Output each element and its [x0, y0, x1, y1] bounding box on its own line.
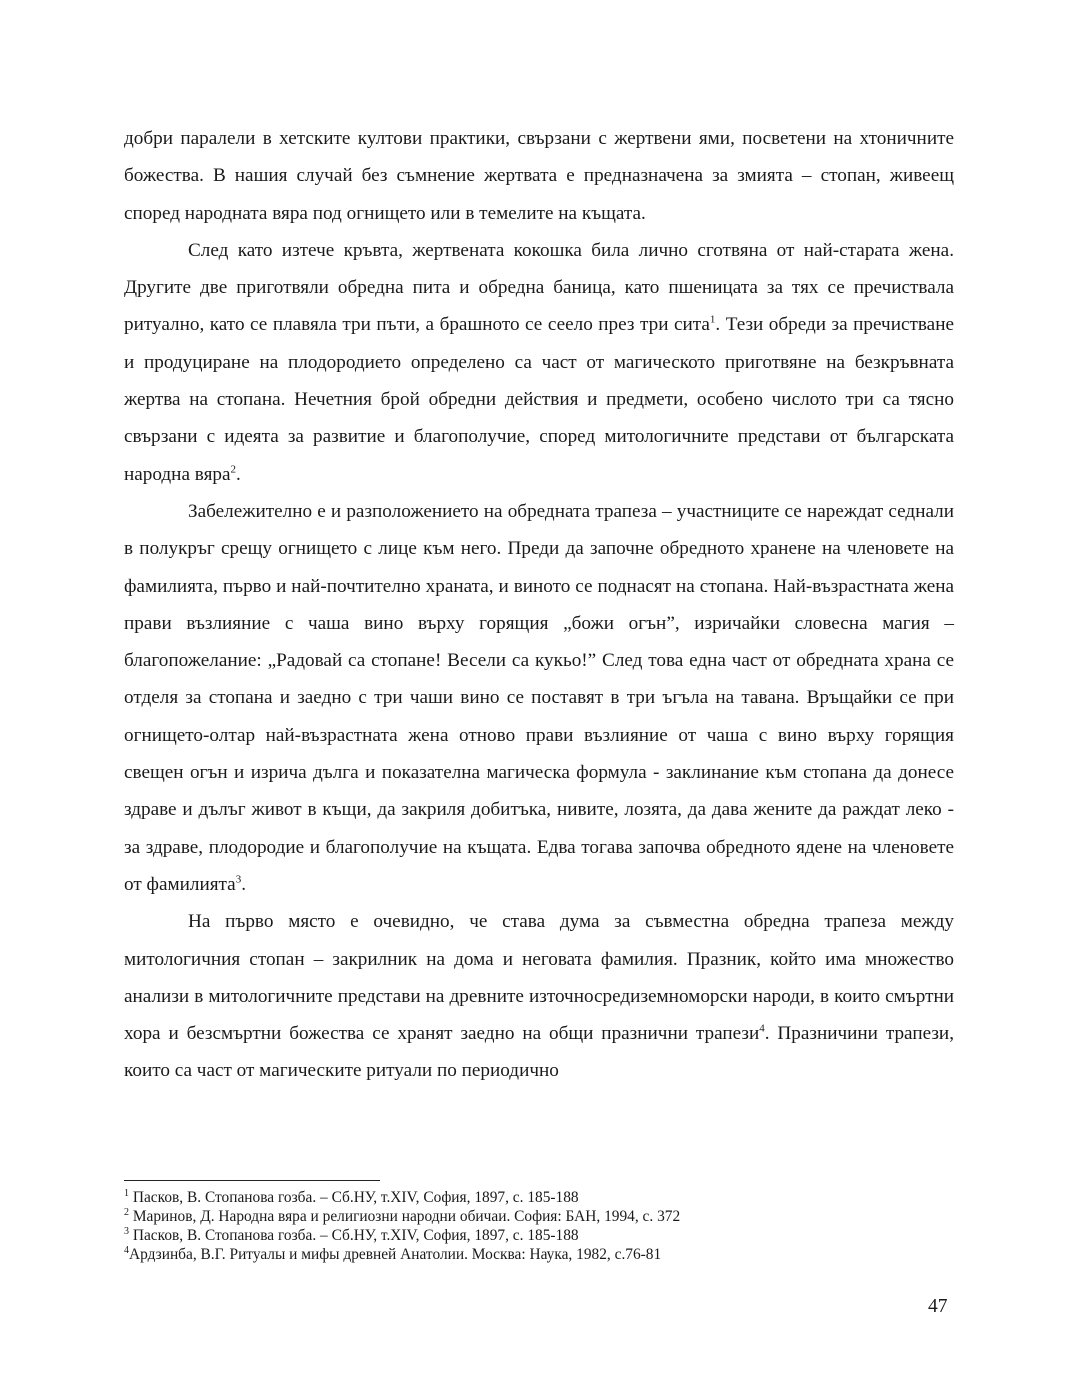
- footnote-text: Пасков, В. Стопанова гозба. – Сб.НУ, т.XIV, София, 1897, с. 185-188: [129, 1189, 579, 1206]
- page-number: 47: [928, 1296, 948, 1317]
- text-run: . Празничини трапези, които са част от магическите ритуали по периодично: [124, 1023, 954, 1082]
- footnote-text: Пасков, В. Стопанова гозба. – Сб.НУ, т.XIV, София, 1897, с. 185-188: [129, 1227, 579, 1244]
- footnote-text: Маринов, Д. Народна вяра и религиозни народни обичаи. София: БАН, 1994, с. 372: [129, 1208, 681, 1225]
- paragraph: [124, 232, 954, 493]
- paragraph: [124, 903, 954, 1089]
- footnote: [124, 1245, 954, 1264]
- footnote-ref: 4: [759, 1022, 765, 1035]
- footnote-ref: 3: [235, 873, 242, 886]
- footnote: [124, 1207, 954, 1226]
- text-run: Забележително е и разположението на обредната трапеза – участниците се нареждат седнали в полукръг срещу огнището с лице към него. Преди да започне обредното хранене на членовете на фамилията, първо и най-почтително храната, и виното се поднасят на стопана. Най-възрастната жена прави възлияние с чаша вино върху горящия „божи огън”, изричайки словесна магия – благопожелание: „Радовай са стопане! Весели са кукьо!” След това една част от обредната храна се отделя за стопана и заедно с три чаши вино се поставят в три ъгъла на тавана. Връщайки се при огнището-олтар най-възрастната жена отново прави възлияние от чаша с вино върху горящия свещен огън и изрича дълга и показателна магическа формула - заклинание към стопана да донесе здраве и дълъг живот в къщи, да закриля добитъка, нивите, лозята, да дава жените да раждат леко - за здраве, плодородие и благополучие на къщата. Едва тогава започва обредното ядене на членовете от фамилията: [124, 500, 954, 895]
- text-run: На първо място е очевидно, че става дума за съвместна обредна трапеза между митологичния стопан – закрилник на дома и неговата фамилия. Празник, който има множество анализи в митологичните представи на древните източносредиземноморски народи, в които смъртни хора и безсмъртни божества се хранят заедно на общи празнични трапези: [124, 911, 954, 1045]
- text-run: . Тези обреди за пречистване и продуциране на плодородието определено са част от магическото приготвяне на безкръвната жертва на стопана. Нечетния брой обредни действия и предмети, особено числото три са тясно свързани с идеята за развитие и благополучие, според митологичните представи от българската народна вяра: [124, 314, 954, 485]
- footnotes: [124, 1188, 954, 1264]
- footnote-text: Ардзинба, В.Г. Ритуалы и мифы древней Анатолии. Москва: Наука, 1982, с.76-81: [129, 1246, 662, 1263]
- footnote-number: 4: [124, 1244, 129, 1256]
- footnote-number: 2: [124, 1206, 129, 1218]
- text-run: След като изтече кръвта, жертвената кокошка била лично сготвяна от най-старата жена. Другите две приготвяли обредна пита и обредна баница, като пшеницата за тях се пречиствала ритуално, като се плавяла три пъти, а брашното се сеело през три сита: [124, 239, 954, 336]
- main-text: [124, 120, 954, 1090]
- text-run: добри паралели в хетските култови практики, свързани с жертвени ями, посветени на хтоничните божества. В нашия случай без съмнение жертвата е предназначена за змията – стопан, живеещ според народната вяра под огнището или в темелите на къщата.: [124, 128, 954, 224]
- footnote-divider: [124, 1180, 380, 1181]
- text-run: .: [241, 873, 246, 895]
- text-run: .: [236, 463, 241, 485]
- footnote-number: 1: [124, 1187, 129, 1199]
- footnote: [124, 1188, 954, 1207]
- paragraph: [124, 120, 954, 232]
- footnote-ref: 1: [709, 314, 716, 327]
- footnote: [124, 1226, 954, 1245]
- footnote-number: 3: [124, 1225, 129, 1237]
- footnote-ref: 2: [230, 463, 237, 476]
- paragraph: [124, 493, 954, 903]
